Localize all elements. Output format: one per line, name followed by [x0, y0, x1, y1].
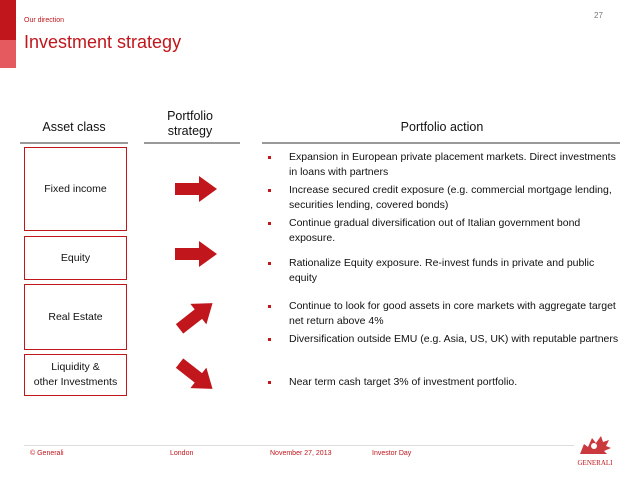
- bullet-icon: [268, 262, 271, 265]
- actions-fixed-income: [262, 150, 620, 249]
- list-item: [262, 375, 620, 390]
- action-text: Increase secured credit exposure (e.g. commercial mortgage lending, securities lending, covered bonds): [289, 184, 612, 211]
- brand-bar-top: [0, 0, 16, 40]
- bullet-icon: [268, 338, 271, 341]
- header-divider: [20, 142, 128, 144]
- asset-label: Liquidity & other Investments: [33, 361, 118, 388]
- list-item: [262, 332, 620, 347]
- list-item: [262, 150, 620, 180]
- action-text: Rationalize Equity exposure. Re-invest funds in private and public equity: [289, 257, 595, 284]
- bullet-icon: [268, 381, 271, 384]
- list-item: [262, 183, 620, 213]
- arrow-right-icon: [175, 176, 217, 202]
- column-header-portfolio-action: Portfolio action: [400, 120, 484, 134]
- page-title: Investment strategy: [24, 32, 182, 52]
- brand-bar-bottom: [0, 40, 16, 68]
- list-item: [262, 216, 620, 246]
- arrow-right-icon: [175, 241, 217, 267]
- action-text: Continue gradual diversification out of Italian government bond exposure.: [289, 217, 581, 244]
- arrow-down-right-icon: [171, 353, 220, 399]
- bullet-icon: [268, 189, 271, 192]
- footer-divider: [24, 445, 574, 446]
- section-label: Our direction: [24, 17, 65, 24]
- list-item: [262, 256, 620, 286]
- bullet-icon: [268, 305, 271, 308]
- bullet-icon: [268, 222, 271, 225]
- list-item: [262, 299, 620, 329]
- asset-label: Fixed income: [44, 182, 107, 195]
- footer-event: Investor Day: [372, 450, 412, 457]
- asset-label: Equity: [60, 251, 91, 264]
- action-text: Near term cash target 3% of investment portfolio.: [289, 376, 518, 388]
- asset-box-liquidity: [24, 354, 127, 396]
- logo-text: GENERALI: [577, 459, 613, 467]
- action-text: Diversification outside EMU (e.g. Asia, US, UK) with reputable partners: [289, 333, 619, 345]
- generali-logo: [574, 434, 616, 467]
- action-text: Continue to look for good assets in core markets with aggregate target net return above 4%: [289, 300, 616, 327]
- footer-location: London: [170, 450, 194, 457]
- column-header-asset-class: Asset class: [42, 120, 106, 134]
- actions-real-estate: [262, 299, 620, 350]
- actions-liquidity: [262, 375, 620, 393]
- footer-copyright: © Generali: [30, 450, 64, 457]
- action-text: Expansion in European private placement markets. Direct investments in loans with partners: [289, 151, 616, 178]
- lion-icon: [574, 434, 616, 456]
- arrow-up-right-icon: [171, 293, 220, 339]
- page-number: 27: [594, 11, 603, 20]
- asset-box-fixed-income: [24, 147, 127, 231]
- actions-equity: [262, 256, 620, 289]
- asset-box-real-estate: [24, 284, 127, 350]
- column-header-portfolio-strategy: Portfolio strategy: [167, 109, 213, 138]
- asset-label: Real Estate: [48, 310, 103, 323]
- asset-box-equity: [24, 236, 127, 280]
- bullet-icon: [268, 156, 271, 159]
- footer-date: November 27, 2013: [270, 450, 332, 457]
- header-divider: [144, 142, 240, 144]
- header-divider: [262, 142, 620, 144]
